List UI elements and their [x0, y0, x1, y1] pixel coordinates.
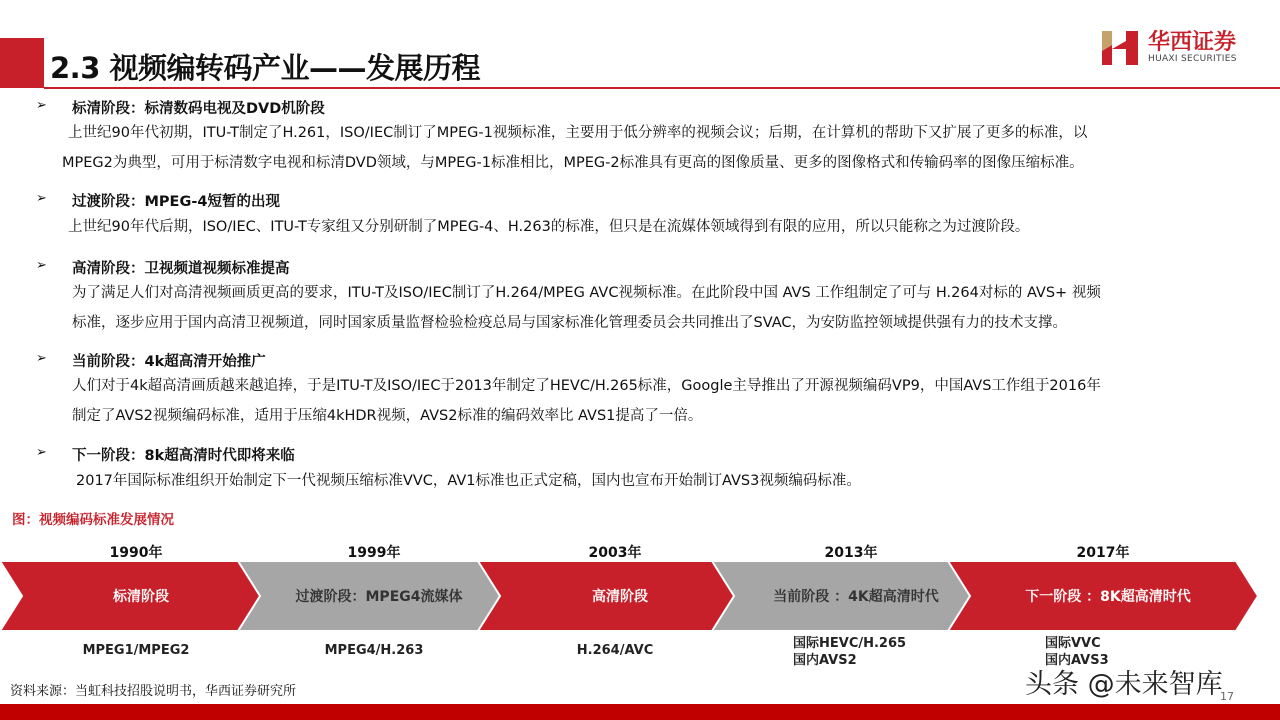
- section-heading: 过渡阶段：MPEG-4短暂的出现: [72, 194, 280, 210]
- section-heading: 下一阶段：8k超高清时代即将来临: [72, 448, 295, 464]
- section-heading: 高清阶段：卫视频道视频标准提高: [72, 261, 290, 277]
- timeline-standard: H.264/AVC: [576, 643, 654, 658]
- timeline-standard: 国内AVS2: [793, 653, 857, 668]
- timeline-year: 2017年: [1076, 545, 1130, 561]
- bullet-icon: ➢: [36, 351, 47, 366]
- section-text-line: 标准，逐步应用于国内高清卫视频道，同时国家质量监督检验检疫总局与国家标准化管理委员会共同推出了SVAC，为安防监控领域提供强有力的技术支撑。: [72, 315, 1067, 331]
- logo-chinese-name: 华西证券: [1148, 29, 1237, 55]
- timeline-stage-label: 高清阶段: [592, 589, 648, 605]
- footer-bar: [0, 704, 1280, 720]
- logo-english-name: HUAXI SECURITIES: [1148, 54, 1237, 64]
- timeline-standard: 国际VVC: [1045, 636, 1101, 651]
- section-text-line: 人们对于4k超高清画质越来越追捧，于是ITU-T及ISO/IEC于2013年制定了HEVC/H.265标准，Google主导推出了开源视频编码VP9，中国AVS工作组于2016年: [72, 378, 1101, 394]
- timeline-year: 1999年: [347, 545, 401, 561]
- figure-caption: 图：视频编码标准发展情况: [12, 512, 174, 528]
- huaxi-logo-icon: [1100, 27, 1140, 67]
- section-text-line: 为了满足人们对高清视频画质更高的要求，ITU-T及ISO/IEC制订了H.264/MPEG AVC视频标准。在此阶段中国 AVS 工作组制定了可与 H.264对标的 AVS+ 视频: [72, 285, 1101, 301]
- timeline-year: 2003年: [588, 545, 642, 561]
- bullet-icon: ➢: [36, 258, 47, 273]
- title-accent-block: [0, 38, 44, 88]
- timeline-year: 1990年: [109, 545, 163, 561]
- bullet-icon: ➢: [36, 191, 47, 206]
- section-heading: 标清阶段：标清数码电视及DVD机阶段: [72, 101, 325, 117]
- bullet-icon: ➢: [36, 98, 47, 113]
- section-heading: 当前阶段：4k超高清开始推广: [72, 354, 266, 370]
- section-text-line: 上世纪90年代后期，ISO/IEC、ITU-T专家组又分别研制了MPEG-4、H.263的标准，但只是在流媒体领域得到有限的应用，所以只能称之为过渡阶段。: [68, 219, 1030, 235]
- timeline-standard: 国内AVS3: [1045, 653, 1109, 668]
- timeline-standard: MPEG4/H.263: [324, 643, 424, 658]
- section-text-line: MPEG2为典型，可用于标清数字电视和标清DVD领域，与MPEG-1标准相比，MPEG-2标准具有更高的图像质量、更多的图像格式和传输码率的图像压缩标准。: [62, 155, 1084, 171]
- watermark: 头条 @未来智库: [1025, 669, 1223, 700]
- timeline-standard: MPEG1/MPEG2: [82, 643, 190, 658]
- timeline-standard: 国际HEVC/H.265: [793, 636, 907, 651]
- title-underline: [44, 87, 1280, 89]
- timeline-stage-label: 当前阶段 ：4K超高清时代: [773, 589, 939, 605]
- section-text-line: 制定了AVS2视频编码标准，适用于压缩4kHDR视频，AVS2标准的编码效率比 AVS1提高了一倍。: [72, 408, 703, 424]
- timeline-year: 2013年: [824, 545, 878, 561]
- bullet-icon: ➢: [36, 445, 47, 460]
- section-text-line: 上世纪90年代初期，ITU-T制定了H.261，ISO/IEC制订了MPEG-1视频标准，主要用于低分辨率的视频会议；后期，在计算机的帮助下又扩展了更多的标准，以: [68, 125, 1088, 141]
- section-text-line: 2017年国际标准组织开始制定下一代视频压缩标准VVC，AV1标准也正式定稿，国内也宣布开始制订AVS3视频编码标准。: [76, 473, 861, 489]
- timeline-stage-label: 下一阶段 ：8K超高清时代: [1025, 589, 1191, 605]
- source-note: 资料来源：当虹科技招股说明书，华西证券研究所: [10, 684, 297, 699]
- page-title: 2.3 视频编转码产业——发展历程: [50, 51, 480, 85]
- timeline-stage-label: 过渡阶段：MPEG4流媒体: [295, 589, 463, 605]
- timeline-stage-label: 标清阶段: [113, 589, 169, 605]
- company-logo: [1100, 27, 1237, 67]
- page-number: 17: [1220, 690, 1234, 703]
